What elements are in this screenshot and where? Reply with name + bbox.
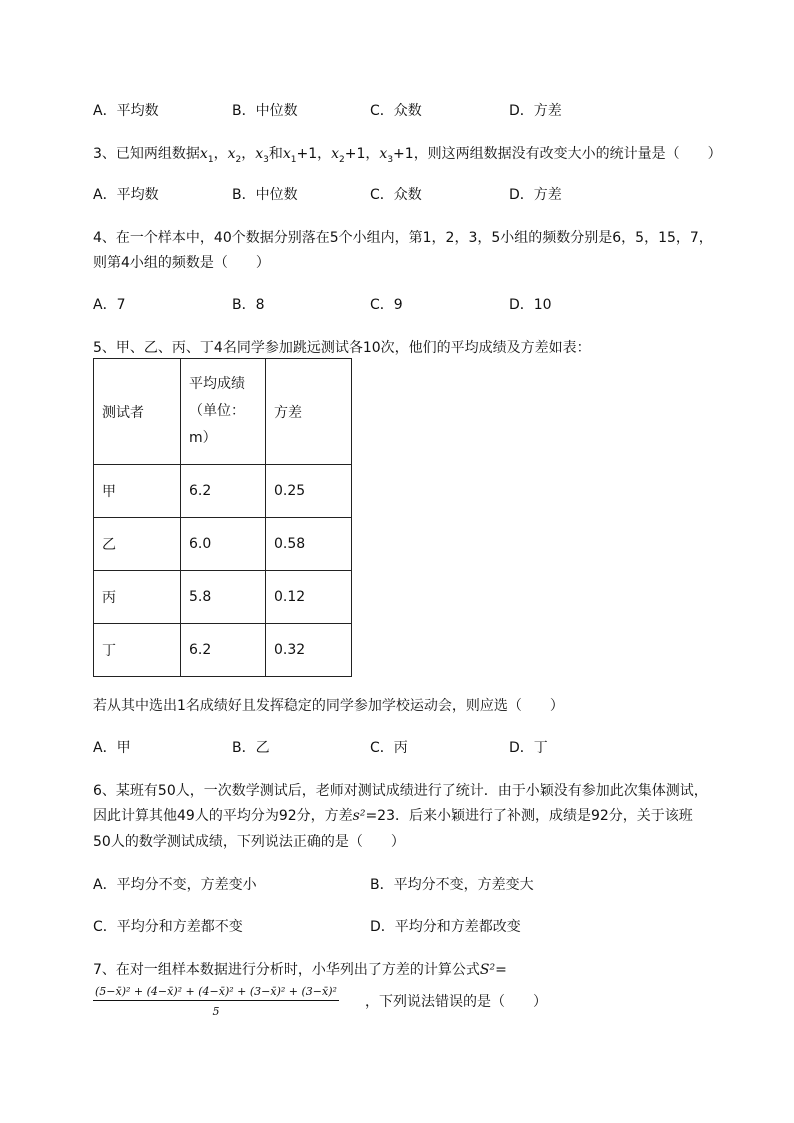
cell-name: 丙 [94, 571, 181, 624]
q5-option-a: A．甲 [93, 740, 131, 756]
q3-option-a: A．平均数 [93, 187, 159, 203]
q3-and: 和 [268, 146, 283, 162]
q4-option-b: B．8 [232, 297, 265, 313]
cell-average: 6.2 [181, 624, 266, 677]
q4-option-a: A．7 [93, 297, 126, 313]
cell-variance: 0.25 [266, 465, 352, 518]
variance-symbol: s² [352, 808, 366, 824]
q6-stem-line3: 50人的数学测试成绩，下列说法正确的是（ ） [93, 834, 405, 850]
header-average: 平均成绩 （单位： m） [181, 359, 266, 465]
cell-average: 5.8 [181, 571, 266, 624]
q2-option-d: D．方差 [509, 103, 562, 119]
table-row [94, 465, 352, 518]
q4-stem-line2: 则第4小组的频数是（ ） [93, 255, 270, 271]
cell-name: 乙 [94, 518, 181, 571]
q6-option-d: D．平均分和方差都改变 [370, 919, 521, 935]
formula-numerator: (5−x̄)² + (4−x̄)² + (4−x̄)² + (3−x̄)² + (3−x̄)² [93, 985, 339, 1001]
cell-variance: 0.32 [266, 624, 352, 677]
q4-stem-line1: 4、在一个样本中，40个数据分别落在5个小组内，第1，2，3，5小组的频数分别是6，5，15，7， [93, 230, 713, 246]
q5-option-d: D．丁 [509, 740, 548, 756]
q5-stem: 5、甲、乙、丙、丁4名同学参加跳远测试各10次，他们的平均成绩及方差如表： [93, 340, 591, 356]
q3-prefix: 3、已知两组数据 [93, 146, 200, 162]
table-row [94, 518, 352, 571]
q2-option-c: C．众数 [370, 103, 422, 119]
formula-denominator: 5 [212, 1005, 220, 1018]
header-tester: 测试者 [94, 359, 181, 465]
cell-name: 甲 [94, 465, 181, 518]
q7-variance-symbol: S² [479, 962, 496, 978]
cell-average: 6.2 [181, 465, 266, 518]
q5-option-c: C．丙 [370, 740, 408, 756]
score-table [93, 358, 352, 677]
q6-option-c: C．平均分和方差都不变 [93, 919, 243, 935]
table-header-row [94, 359, 352, 465]
q5-question: 若从其中选出1名成绩好且发挥稳定的同学参加学校运动会，则应选（ ） [93, 698, 564, 714]
table-row [94, 624, 352, 677]
q2-option-a: A．平均数 [93, 103, 159, 119]
q6-stem-line1: 6、某班有50人，一次数学测试后，老师对测试成绩进行了统计．由于小颖没有参加此次集体测试， [93, 783, 708, 799]
q4-option-c: C．9 [370, 297, 403, 313]
table-row [94, 571, 352, 624]
q3-option-d: D．方差 [509, 187, 562, 203]
q2-option-b: B．中位数 [232, 103, 298, 119]
q3-suffix: ，则这两组数据没有改变大小的统计量是（ ） [413, 146, 722, 162]
q7-tail: ，下列说法错误的是（ ） [365, 994, 547, 1010]
q3-stem: 3、已知两组数据$x_1$，$x_2$，$x_3$和$x_1+1$，$x_2+1$，$x_3+1$，则这两组数据没有改变大小的统计量是（ ） [93, 146, 722, 165]
q3-option-c: C．众数 [370, 187, 422, 203]
q7-stem-line1: 7、在对一组样本数据进行分析时，小华列出了方差的计算公式S²= [93, 962, 507, 978]
q5-option-b: B．乙 [232, 740, 270, 756]
q6-stem-line2: 因此计算其他49人的平均分为92分，方差s²=23．后来小颖进行了补测，成绩是92分，关于该班 [93, 808, 693, 824]
q6-option-a: A．平均分不变，方差变小 [93, 877, 257, 893]
cell-variance: 0.58 [266, 518, 352, 571]
q4-option-d: D．10 [509, 297, 552, 313]
variance-formula [93, 985, 339, 1018]
q3-option-b: B．中位数 [232, 187, 298, 203]
header-variance: 方差 [266, 359, 352, 465]
q6-option-b: B．平均分不变，方差变大 [370, 877, 534, 893]
cell-variance: 0.12 [266, 571, 352, 624]
cell-average: 6.0 [181, 518, 266, 571]
cell-name: 丁 [94, 624, 181, 677]
